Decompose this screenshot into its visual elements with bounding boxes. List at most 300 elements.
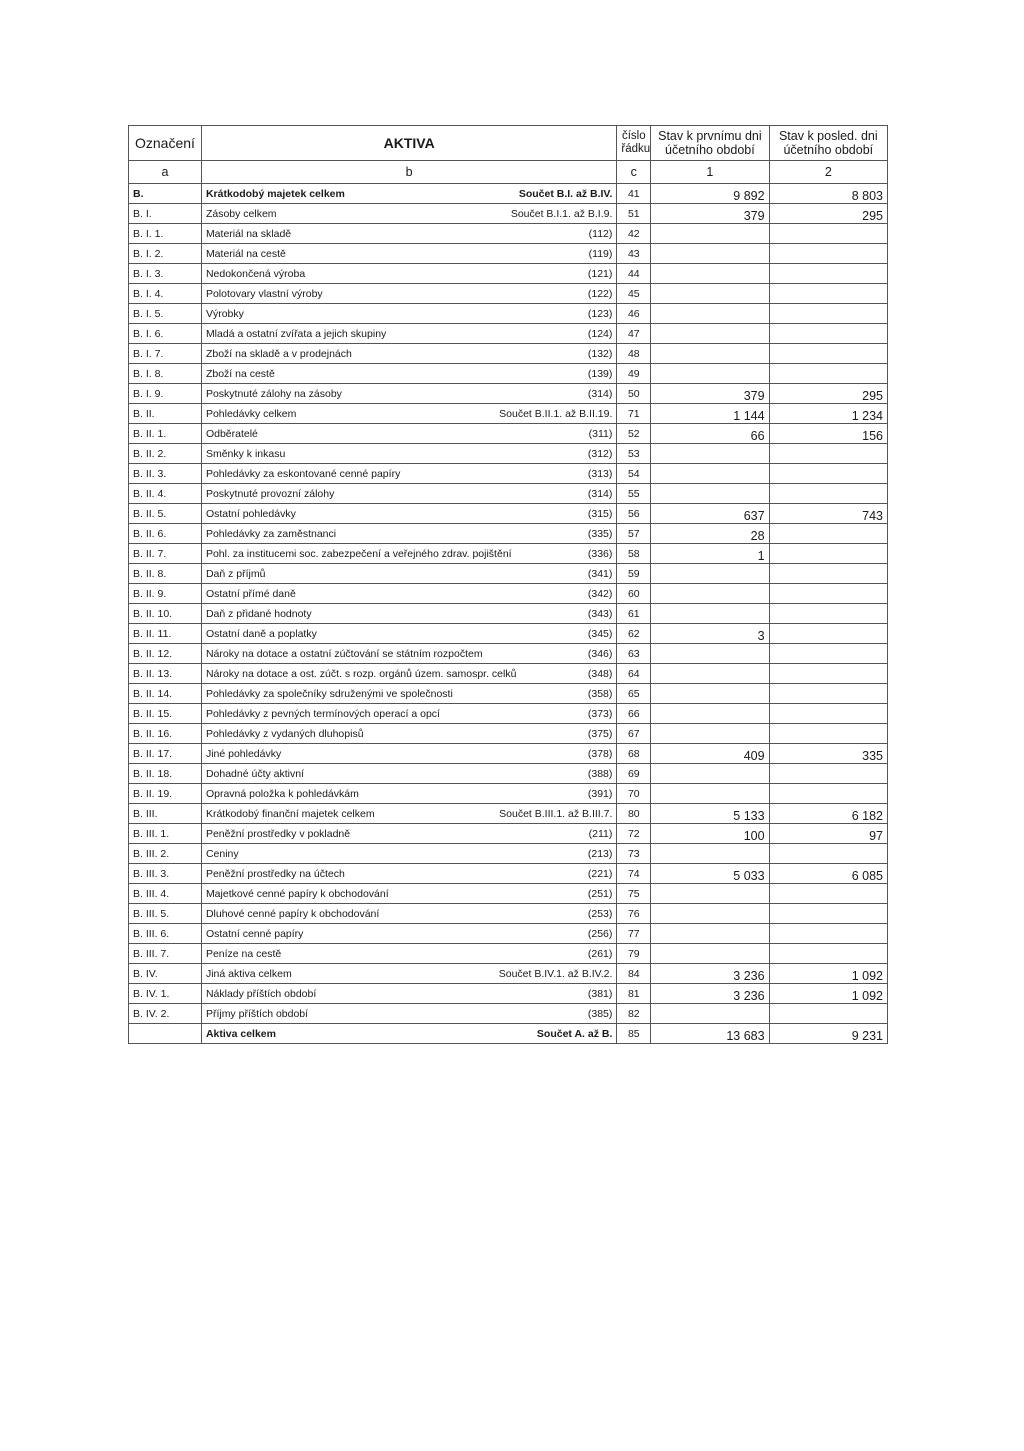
row-value-first-day: 5 033 (651, 864, 769, 884)
row-note: (253) (587, 907, 613, 920)
table-row (129, 384, 888, 404)
row-line-number: 47 (617, 324, 651, 344)
row-description (201, 684, 616, 704)
row-value-first-day (651, 884, 769, 904)
row-description (201, 444, 616, 464)
table-row (129, 324, 888, 344)
row-note: (122) (587, 287, 613, 300)
row-code: B. IV. (129, 964, 202, 984)
row-description (201, 784, 616, 804)
row-code: B. II. 10. (129, 604, 202, 624)
row-code: B. II. 1. (129, 424, 202, 444)
table-row (129, 664, 888, 684)
row-note: (139) (587, 367, 613, 380)
row-note: (342) (587, 587, 613, 600)
row-code: B. II. 15. (129, 704, 202, 724)
row-code: B. III. 3. (129, 864, 202, 884)
row-line-number: 48 (617, 344, 651, 364)
row-value-last-day (769, 664, 887, 684)
row-value-first-day (651, 664, 769, 684)
row-note: (211) (588, 827, 613, 840)
row-code: B. II. 19. (129, 784, 202, 804)
row-code: B. II. 14. (129, 684, 202, 704)
row-description (201, 824, 616, 844)
row-line-number: 63 (617, 644, 651, 664)
row-line-number: 76 (617, 904, 651, 924)
row-line-number: 77 (617, 924, 651, 944)
row-line-number: 58 (617, 544, 651, 564)
row-line-number: 74 (617, 864, 651, 884)
row-description (201, 984, 616, 1004)
row-value-first-day (651, 324, 769, 344)
table-row (129, 364, 888, 384)
row-code: B. II. 9. (129, 584, 202, 604)
row-description (201, 884, 616, 904)
row-code: B. I. 7. (129, 344, 202, 364)
row-note: (385) (587, 1007, 613, 1020)
row-code: B. I. 6. (129, 324, 202, 344)
row-line-number: 85 (617, 1024, 651, 1044)
row-value-last-day (769, 784, 887, 804)
row-value-last-day: 295 (769, 204, 887, 224)
row-line-number: 44 (617, 264, 651, 284)
row-code: B. I. 3. (129, 264, 202, 284)
row-note: (391) (587, 787, 613, 800)
row-description (201, 384, 616, 404)
row-value-first-day (651, 304, 769, 324)
row-code: B. III. 6. (129, 924, 202, 944)
table-row (129, 564, 888, 584)
row-description (201, 624, 616, 644)
table-row (129, 764, 888, 784)
row-code: B. II. 2. (129, 444, 202, 464)
row-note: (314) (587, 487, 613, 500)
row-code: B. I. 5. (129, 304, 202, 324)
row-label: Nedokončená výroba (205, 267, 306, 280)
row-line-number: 69 (617, 764, 651, 784)
row-description (201, 504, 616, 524)
table-row (129, 804, 888, 824)
row-line-number: 72 (617, 824, 651, 844)
row-label: Zásoby celkem (205, 207, 277, 220)
row-value-first-day: 100 (651, 824, 769, 844)
row-code: B. II. (129, 404, 202, 424)
row-line-number: 70 (617, 784, 651, 804)
row-value-last-day (769, 944, 887, 964)
row-label: Směnky k inkasu (205, 447, 286, 460)
table-row (129, 244, 888, 264)
row-label: Pohledávky z pevných termínových operací a opcí (205, 707, 440, 720)
table-row (129, 344, 888, 364)
row-code: B. I. (129, 204, 202, 224)
row-value-last-day (769, 624, 887, 644)
row-description (201, 704, 616, 724)
table-row (129, 984, 888, 1004)
row-value-first-day (651, 844, 769, 864)
row-value-first-day: 3 (651, 624, 769, 644)
table-row (129, 884, 888, 904)
row-note: (335) (587, 527, 613, 540)
row-description (201, 944, 616, 964)
row-label: Ostatní daně a poplatky (205, 627, 317, 640)
row-value-last-day (769, 884, 887, 904)
row-value-last-day: 156 (769, 424, 887, 444)
row-description (201, 544, 616, 564)
row-value-first-day (651, 284, 769, 304)
row-line-number: 75 (617, 884, 651, 904)
row-code: B. II. 8. (129, 564, 202, 584)
row-description (201, 204, 616, 224)
col-key-2: 2 (769, 161, 887, 184)
row-description (201, 284, 616, 304)
row-note: Součet B.IV.1. až B.IV.2. (498, 967, 613, 980)
row-note: (373) (587, 707, 613, 720)
row-code: B. II. 12. (129, 644, 202, 664)
row-line-number: 50 (617, 384, 651, 404)
row-label: Daň z přidané hodnoty (205, 607, 312, 620)
row-label: Daň z příjmů (205, 567, 266, 580)
row-line-number: 49 (617, 364, 651, 384)
row-line-number: 65 (617, 684, 651, 704)
row-note: (375) (587, 727, 613, 740)
row-note: (346) (587, 647, 613, 660)
row-label: Dohadné účty aktivní (205, 767, 304, 780)
table-row (129, 904, 888, 924)
row-value-first-day: 409 (651, 744, 769, 764)
row-label: Příjmy příštích období (205, 1007, 309, 1020)
row-value-first-day: 66 (651, 424, 769, 444)
row-value-last-day (769, 584, 887, 604)
row-code: B. II. 6. (129, 524, 202, 544)
row-note: (213) (587, 847, 613, 860)
row-line-number: 54 (617, 464, 651, 484)
row-value-last-day: 97 (769, 824, 887, 844)
row-label: Krátkodobý majetek celkem (205, 187, 345, 200)
row-value-first-day: 379 (651, 384, 769, 404)
table-row (129, 644, 888, 664)
row-code: B. III. 5. (129, 904, 202, 924)
table-row (129, 684, 888, 704)
row-code: B. II. 17. (129, 744, 202, 764)
row-value-last-day (769, 304, 887, 324)
table-row (129, 464, 888, 484)
table-row (129, 844, 888, 864)
row-label: Odběratelé (205, 427, 258, 440)
row-value-first-day (651, 344, 769, 364)
table-row (129, 924, 888, 944)
row-value-last-day (769, 324, 887, 344)
row-label: Nároky na dotace a ost. zúčt. s rozp. orgánů územ. samospr. celků (205, 667, 517, 680)
row-label: Ostatní přímé daně (205, 587, 296, 600)
row-description (201, 404, 616, 424)
row-description (201, 564, 616, 584)
row-value-first-day: 3 236 (651, 984, 769, 1004)
row-line-number: 73 (617, 844, 651, 864)
table-row (129, 1004, 888, 1024)
row-line-number: 53 (617, 444, 651, 464)
row-description (201, 344, 616, 364)
row-code: B. II. 4. (129, 484, 202, 504)
table-row (129, 304, 888, 324)
row-value-last-day: 8 803 (769, 184, 887, 204)
header-oznaceni: Označení (129, 126, 202, 161)
row-note: (112) (588, 227, 613, 240)
row-code: B. II. 3. (129, 464, 202, 484)
table-row (129, 524, 888, 544)
row-note: (378) (587, 747, 613, 760)
row-note: (341) (587, 567, 613, 580)
table-row (129, 264, 888, 284)
row-note: (124) (587, 327, 613, 340)
table-row (129, 504, 888, 524)
row-note: (343) (587, 607, 613, 620)
row-value-last-day: 1 234 (769, 404, 887, 424)
row-note: Součet B.I.1. až B.I.9. (510, 207, 613, 220)
table-row (129, 1024, 888, 1044)
col-key-b: b (201, 161, 616, 184)
row-line-number: 46 (617, 304, 651, 324)
row-value-last-day: 1 092 (769, 984, 887, 1004)
row-label: Mladá a ostatní zvířata a jejich skupiny (205, 327, 387, 340)
row-note: (123) (587, 307, 613, 320)
row-code: B. I. 9. (129, 384, 202, 404)
column-key-row (129, 161, 888, 184)
row-note: (315) (587, 507, 613, 520)
row-line-number: 79 (617, 944, 651, 964)
row-code: B. II. 16. (129, 724, 202, 744)
row-code: B. II. 18. (129, 764, 202, 784)
table-row (129, 704, 888, 724)
row-code: B. I. 8. (129, 364, 202, 384)
row-note: Součet B.II.1. až B.II.19. (499, 407, 613, 420)
row-description (201, 304, 616, 324)
table-row (129, 784, 888, 804)
row-value-first-day: 13 683 (651, 1024, 769, 1044)
row-line-number: 52 (617, 424, 651, 444)
row-value-first-day (651, 244, 769, 264)
table-row (129, 204, 888, 224)
row-label: Peněžní prostředky na účtech (205, 867, 345, 880)
row-label: Náklady příštích období (205, 987, 317, 1000)
row-label: Jiná aktiva celkem (205, 967, 292, 980)
row-code: B. III. 4. (129, 884, 202, 904)
row-code (129, 1024, 202, 1044)
row-value-first-day (651, 264, 769, 284)
row-description (201, 664, 616, 684)
header-cislo-radku: číslo řádku (617, 126, 651, 161)
row-label: Materiál na cestě (205, 247, 286, 260)
row-value-last-day (769, 724, 887, 744)
table-row (129, 724, 888, 744)
table-row (129, 484, 888, 504)
row-value-first-day (651, 944, 769, 964)
row-label: Poskytnuté zálohy na zásoby (205, 387, 342, 400)
row-description (201, 484, 616, 504)
row-line-number: 42 (617, 224, 651, 244)
table-row (129, 544, 888, 564)
row-label: Krátkodobý finanční majetek celkem (205, 807, 375, 820)
row-value-last-day (769, 224, 887, 244)
row-label: Polotovary vlastní výroby (205, 287, 323, 300)
row-description (201, 864, 616, 884)
row-value-last-day (769, 844, 887, 864)
row-line-number: 81 (617, 984, 651, 1004)
row-description (201, 924, 616, 944)
row-code: B. IV. 2. (129, 1004, 202, 1024)
row-value-first-day (651, 604, 769, 624)
row-line-number: 55 (617, 484, 651, 504)
row-label: Pohledávky celkem (205, 407, 297, 420)
row-value-first-day: 379 (651, 204, 769, 224)
row-note: Součet B.I. až B.IV. (518, 187, 613, 200)
row-value-last-day (769, 484, 887, 504)
row-label: Majetkové cenné papíry k obchodování (205, 887, 389, 900)
row-value-first-day: 3 236 (651, 964, 769, 984)
row-value-last-day (769, 764, 887, 784)
table-row (129, 284, 888, 304)
table-row (129, 744, 888, 764)
row-note: (251) (587, 887, 613, 900)
row-description (201, 364, 616, 384)
row-note: (132) (587, 347, 613, 360)
row-label: Poskytnuté provozní zálohy (205, 487, 335, 500)
row-code: B. III. 7. (129, 944, 202, 964)
table-row (129, 424, 888, 444)
row-description (201, 644, 616, 664)
row-label: Jiné pohledávky (205, 747, 282, 760)
row-value-last-day (769, 264, 887, 284)
table-row (129, 944, 888, 964)
row-code: B. I. 2. (129, 244, 202, 264)
table-body (129, 184, 888, 1044)
row-label: Ostatní cenné papíry (205, 927, 304, 940)
row-note: (313) (587, 467, 613, 480)
row-code: B. III. 1. (129, 824, 202, 844)
row-note: (388) (587, 767, 613, 780)
row-value-first-day: 5 133 (651, 804, 769, 824)
row-label: Pohl. za institucemi soc. zabezpečení a veřejného zdrav. pojištění (205, 547, 512, 560)
row-code: B. I. 4. (129, 284, 202, 304)
row-label: Pohledávky za společníky sdruženými ve společnosti (205, 687, 453, 700)
row-label: Zboží na cestě (205, 367, 275, 380)
row-description (201, 764, 616, 784)
row-label: Opravná položka k pohledávkám (205, 787, 359, 800)
row-line-number: 68 (617, 744, 651, 764)
row-note: (311) (588, 427, 613, 440)
row-label: Pohledávky za eskontované cenné papíry (205, 467, 401, 480)
row-value-first-day (651, 904, 769, 924)
row-value-last-day (769, 284, 887, 304)
row-value-first-day: 1 144 (651, 404, 769, 424)
row-description (201, 904, 616, 924)
row-value-last-day: 295 (769, 384, 887, 404)
row-value-last-day: 335 (769, 744, 887, 764)
row-value-first-day: 1 (651, 544, 769, 564)
balance-sheet (128, 125, 888, 1044)
row-line-number: 80 (617, 804, 651, 824)
row-line-number: 62 (617, 624, 651, 644)
row-value-last-day (769, 244, 887, 264)
row-label: Aktiva celkem (205, 1027, 276, 1040)
row-value-last-day (769, 564, 887, 584)
row-line-number: 51 (617, 204, 651, 224)
row-code: B. II. 5. (129, 504, 202, 524)
row-description (201, 604, 616, 624)
row-description (201, 244, 616, 264)
row-value-last-day (769, 344, 887, 364)
row-note: (358) (587, 687, 613, 700)
row-line-number: 41 (617, 184, 651, 204)
row-description (201, 844, 616, 864)
row-value-last-day (769, 444, 887, 464)
row-value-last-day (769, 604, 887, 624)
row-line-number: 66 (617, 704, 651, 724)
row-value-first-day (651, 444, 769, 464)
row-value-last-day (769, 924, 887, 944)
row-value-last-day: 6 182 (769, 804, 887, 824)
col-key-c: c (617, 161, 651, 184)
row-value-first-day: 9 892 (651, 184, 769, 204)
row-label: Pohledávky za zaměstnanci (205, 527, 337, 540)
table-row (129, 964, 888, 984)
row-line-number: 59 (617, 564, 651, 584)
row-note: (121) (587, 267, 613, 280)
row-value-last-day: 9 231 (769, 1024, 887, 1044)
table-row (129, 224, 888, 244)
row-value-first-day (651, 924, 769, 944)
table-row (129, 184, 888, 204)
row-code: B. I. 1. (129, 224, 202, 244)
col-key-a: a (129, 161, 202, 184)
row-label: Peníze na cestě (205, 947, 282, 960)
row-value-first-day (651, 224, 769, 244)
row-description (201, 724, 616, 744)
table-row (129, 824, 888, 844)
row-description (201, 524, 616, 544)
row-value-first-day (651, 784, 769, 804)
row-label: Výrobky (205, 307, 244, 320)
row-line-number: 45 (617, 284, 651, 304)
row-note: (312) (587, 447, 613, 460)
row-code: B. II. 11. (129, 624, 202, 644)
row-label: Pohledávky z vydaných dluhopisů (205, 727, 364, 740)
row-value-last-day (769, 704, 887, 724)
row-value-first-day (651, 724, 769, 744)
aktiva-table (128, 125, 888, 1044)
table-row (129, 624, 888, 644)
row-description (201, 744, 616, 764)
row-value-last-day (769, 524, 887, 544)
row-line-number: 64 (617, 664, 651, 684)
row-line-number: 71 (617, 404, 651, 424)
row-label: Nároky na dotace a ostatní zúčtování se státním rozpočtem (205, 647, 483, 660)
row-note: Součet B.III.1. až B.III.7. (499, 807, 613, 820)
row-code: B. III. (129, 804, 202, 824)
row-code: B. III. 2. (129, 844, 202, 864)
row-value-last-day: 6 085 (769, 864, 887, 884)
row-line-number: 61 (617, 604, 651, 624)
row-value-last-day: 1 092 (769, 964, 887, 984)
row-note: (348) (587, 667, 613, 680)
row-line-number: 84 (617, 964, 651, 984)
row-value-last-day (769, 644, 887, 664)
header-row (129, 126, 888, 161)
row-value-first-day (651, 484, 769, 504)
row-line-number: 57 (617, 524, 651, 544)
row-value-last-day: 743 (769, 504, 887, 524)
row-value-first-day (651, 764, 769, 784)
row-note: (221) (587, 867, 613, 880)
